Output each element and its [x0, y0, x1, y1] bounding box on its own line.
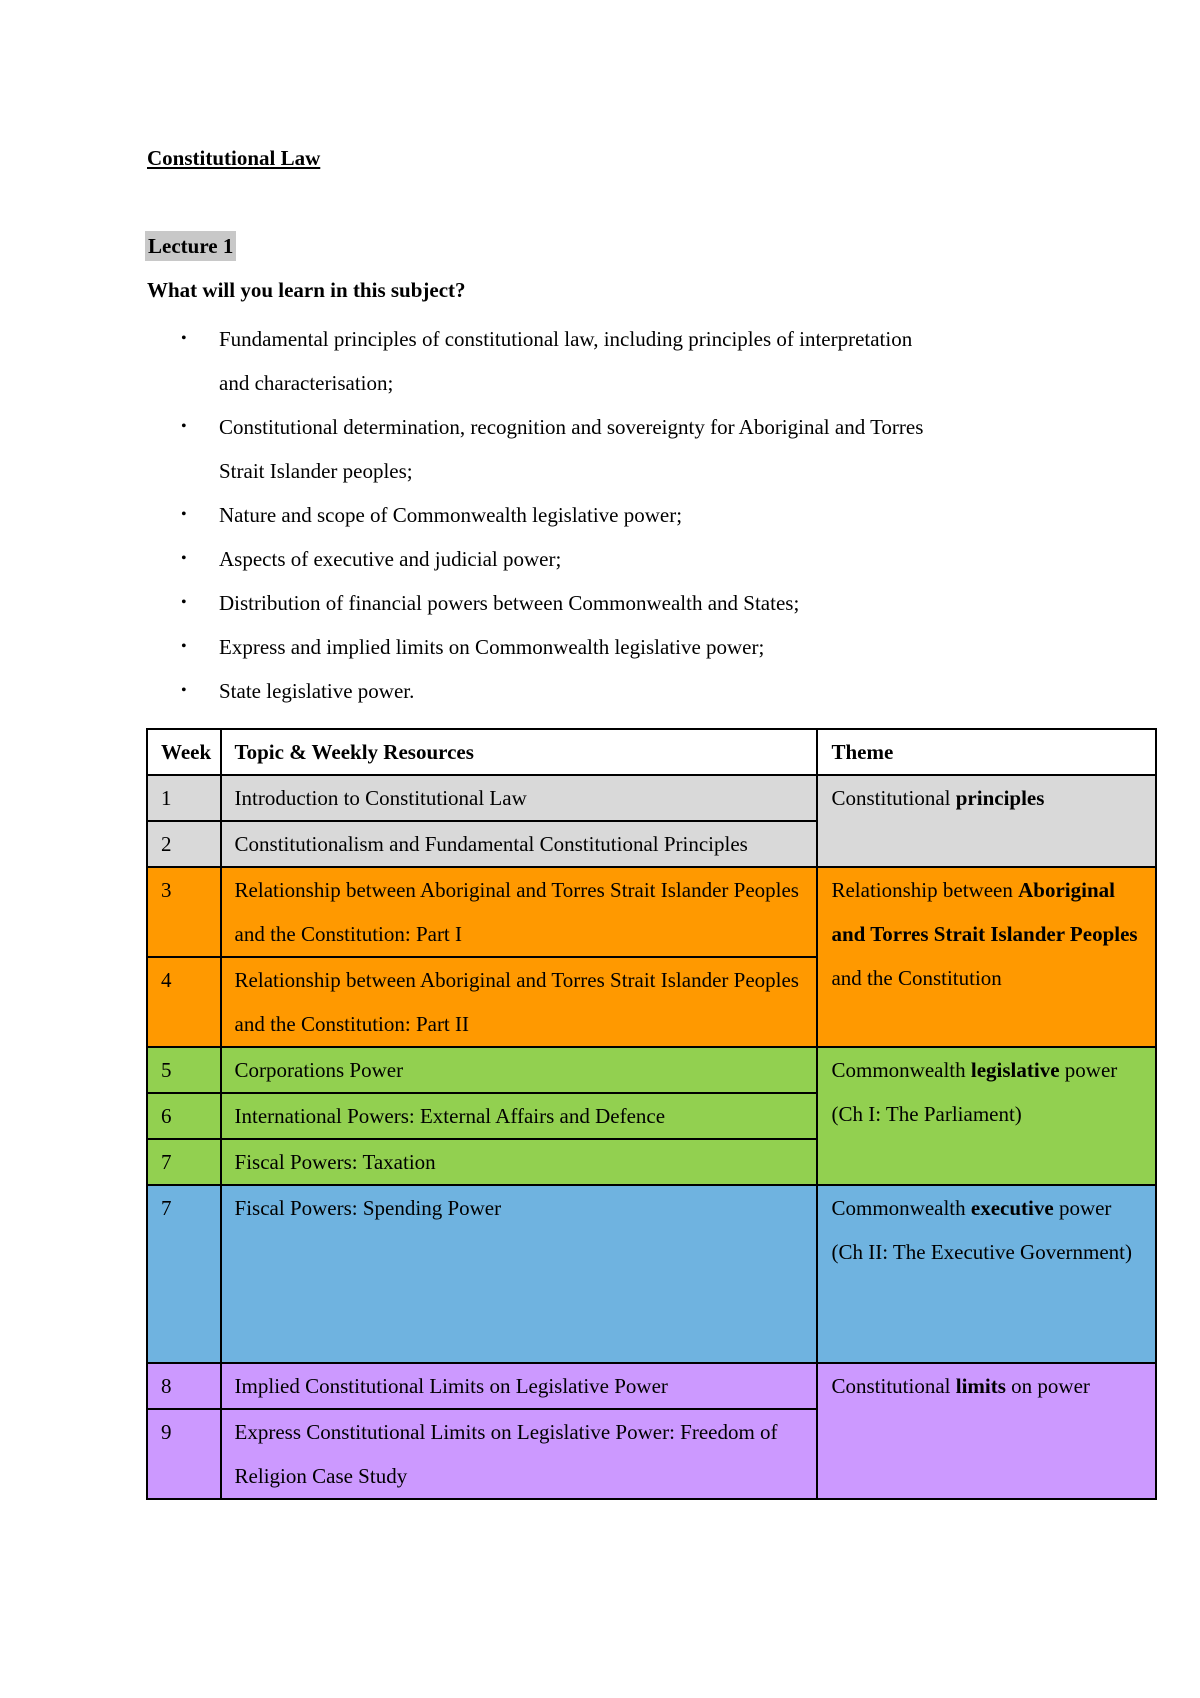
section-question: What will you learn in this subject?: [147, 278, 466, 302]
table-row: [147, 1185, 1156, 1363]
topic-cell: Introduction to Constitutional Law: [221, 775, 818, 821]
list-item: [147, 537, 1047, 581]
learning-outcomes-list: [147, 317, 1047, 713]
table-row: [147, 867, 1156, 957]
week-cell: 3: [147, 867, 221, 957]
lecture-heading: Lecture 1: [145, 231, 236, 261]
list-item: [147, 493, 1047, 537]
week-cell: 8: [147, 1363, 221, 1409]
list-item: [147, 625, 1047, 669]
list-item-text: Constitutional determination, recognition and sovereignty for Aboriginal and Torres: [219, 415, 924, 439]
week-cell: 5: [147, 1047, 221, 1093]
topic-cell: Corporations Power: [221, 1047, 818, 1093]
theme-cell-executive: Commonwealth executive power (Ch II: The Executive Government): [817, 1185, 1156, 1363]
list-item: [147, 317, 1047, 405]
theme-cell-legislative: Commonwealth legislative power (Ch I: The Parliament): [817, 1047, 1156, 1185]
list-item-text: Express and implied limits on Commonwealth legislative power;: [219, 635, 765, 659]
week-cell: 9: [147, 1409, 221, 1499]
list-item-text: Distribution of financial powers between Commonwealth and States;: [219, 591, 800, 615]
table-row: [147, 775, 1156, 821]
bullet-icon: •: [181, 330, 187, 347]
table-header-row: [147, 729, 1156, 775]
list-item-text: Nature and scope of Commonwealth legislative power;: [219, 503, 683, 527]
week-cell: 6: [147, 1093, 221, 1139]
week-cell: 4: [147, 957, 221, 1047]
theme-cell-principles: Constitutional principles: [817, 775, 1156, 867]
bullet-icon: •: [181, 506, 187, 523]
list-item-text: State legislative power.: [219, 679, 415, 703]
theme-cell-limits: Constitutional limits on power: [817, 1363, 1156, 1499]
header-week: Week: [147, 729, 221, 775]
theme-note: (Ch II: The Executive Government): [831, 1240, 1132, 1264]
topic-cell: Relationship between Aboriginal and Torres Strait Islander Peoples and the Constitution: Part I: [221, 867, 818, 957]
topic-cell: Express Constitutional Limits on Legislative Power: Freedom of Religion Case Study: [221, 1409, 818, 1499]
week-cell: 2: [147, 821, 221, 867]
weekly-schedule-table: [146, 728, 1157, 1500]
week-cell: 1: [147, 775, 221, 821]
topic-cell: International Powers: External Affairs and Defence: [221, 1093, 818, 1139]
topic-cell: Relationship between Aboriginal and Torres Strait Islander Peoples and the Constitution: Part II: [221, 957, 818, 1047]
list-item-text-continued: and characterisation;: [219, 371, 394, 395]
list-item-text: Fundamental principles of constitutional law, including principles of interpretation: [219, 327, 913, 351]
bullet-icon: •: [181, 594, 187, 611]
list-item: [147, 581, 1047, 625]
topic-cell: Implied Constitutional Limits on Legislative Power: [221, 1363, 818, 1409]
header-theme: Theme: [817, 729, 1156, 775]
week-cell: 7: [147, 1139, 221, 1185]
list-item: [147, 405, 1047, 493]
bullet-icon: •: [181, 550, 187, 567]
theme-note: (Ch I: The Parliament): [831, 1102, 1022, 1126]
list-item: [147, 669, 1047, 713]
list-item-text-continued: Strait Islander peoples;: [219, 459, 413, 483]
theme-cell-aboriginal: Relationship between Aboriginal and Torres Strait Islander Peoples and the Constitution: [817, 867, 1156, 1047]
week-cell: 7: [147, 1185, 221, 1363]
bullet-icon: •: [181, 682, 187, 699]
document-title: Constitutional Law: [147, 146, 321, 170]
header-topic: Topic & Weekly Resources: [221, 729, 818, 775]
list-item-text: Aspects of executive and judicial power;: [219, 547, 562, 571]
bullet-icon: •: [181, 638, 187, 655]
bullet-icon: •: [181, 418, 187, 435]
topic-cell: Constitutionalism and Fundamental Constitutional Principles: [221, 821, 818, 867]
table-row: [147, 1363, 1156, 1409]
topic-cell: Fiscal Powers: Spending Power: [221, 1185, 818, 1363]
table-row: [147, 1047, 1156, 1093]
topic-cell: Fiscal Powers: Taxation: [221, 1139, 818, 1185]
